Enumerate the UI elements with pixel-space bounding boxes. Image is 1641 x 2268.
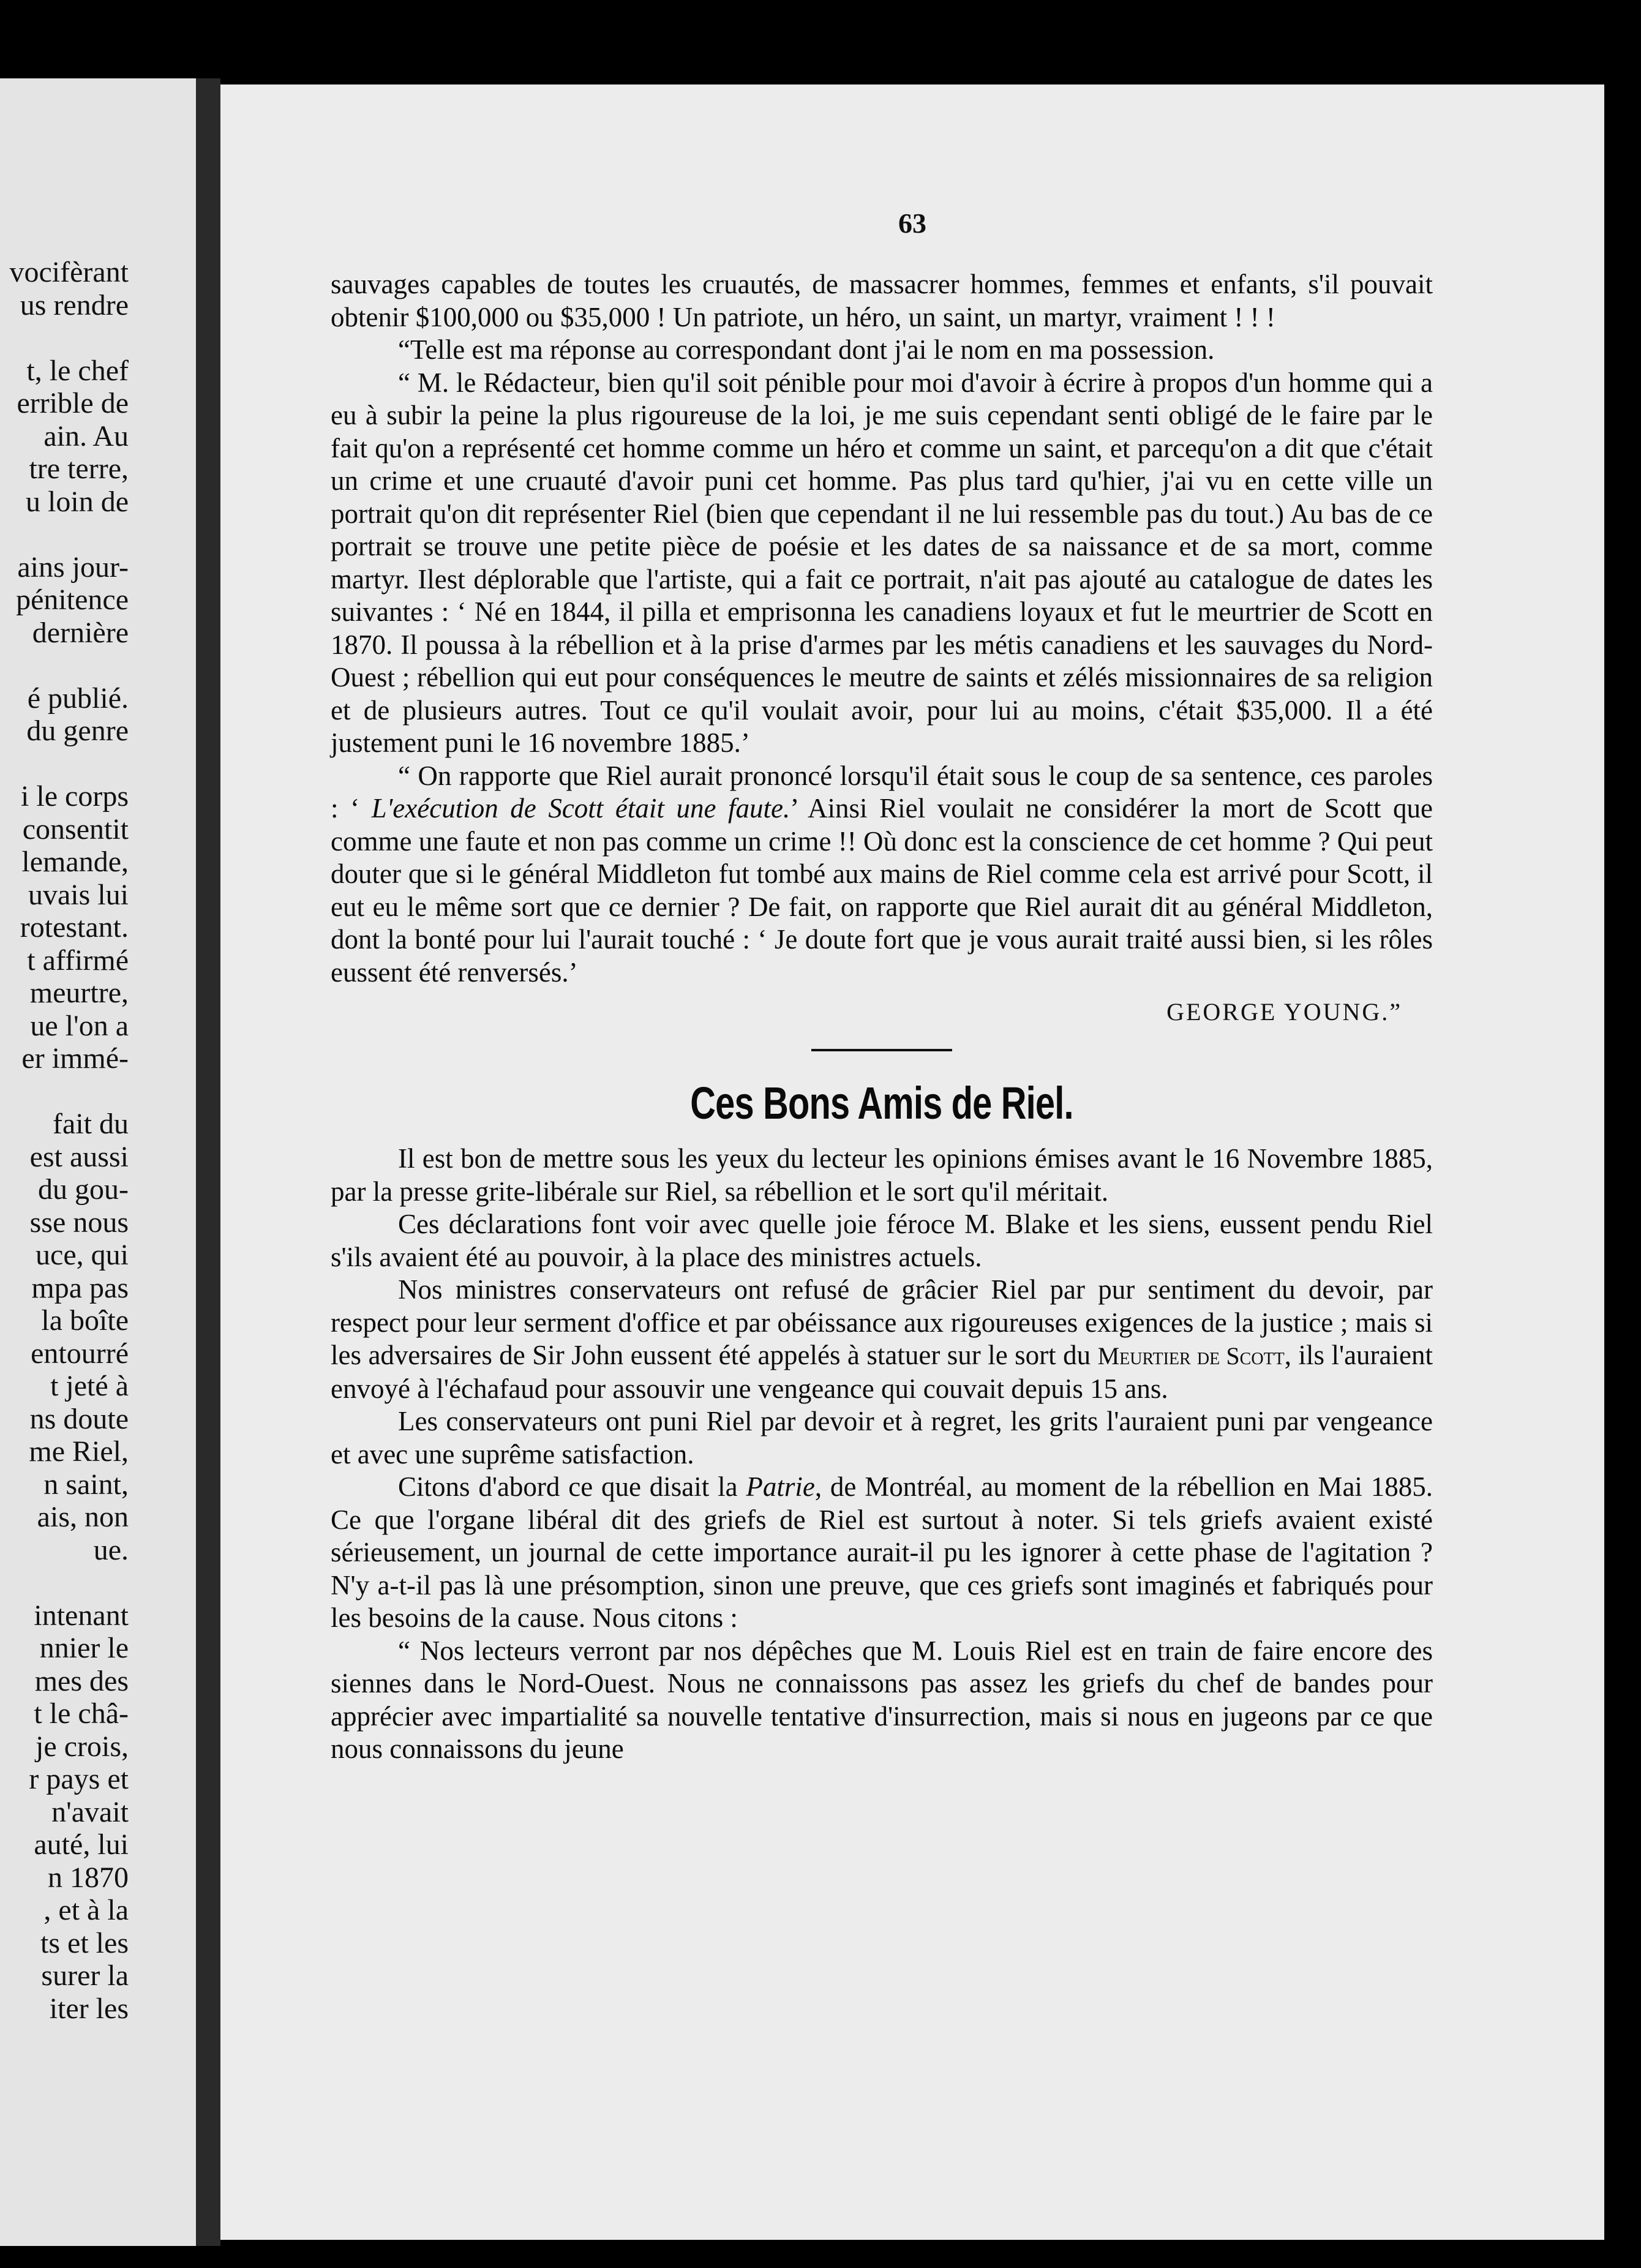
left-page-line: ain. Au [43, 419, 129, 452]
left-page-line: uvais lui [28, 878, 129, 911]
section-paragraph-6: “ Nos lecteurs verront par nos dépêches que M. Louis Riel est en train de faire encore des siennes dans le Nord-Ouest. Nous ne connaissons pas assez les griefs du chef de bandes pour apprécier avec impartialité sa nouvelle tentative d'insurrection, mais si nous en jugeons par ce que nous connaissons du jeune [331, 1635, 1433, 1764]
section-p5-italic: Patrie [746, 1471, 815, 1502]
left-page-line: je crois, [36, 1730, 129, 1763]
left-page-line: ue l'on a [30, 1009, 129, 1042]
section-p5-before: Citons d'abord ce que disait la [398, 1471, 746, 1502]
left-page-line: me Riel, [29, 1435, 129, 1468]
left-page-line: uce, qui [36, 1239, 129, 1271]
left-page-line: du gou- [38, 1173, 129, 1206]
left-page-line: i le corps [21, 780, 129, 813]
section-p5-after: , de Montréal, au moment de la rébellion en Mai 1885. Ce que l'organe libéral dit des griefs de Riel est surtout à noter. Si tels griefs avaient existé sérieusement, un journal de cette importance aurait-il pu les ignorer à cette phase de l'agitation ? N'y a-t-il pas là une présomption, sinon une preuve, que ces griefs sont imaginés et fabriqués pour les besoins de la cause. Nous citons : [331, 1471, 1433, 1633]
left-page-line: pénitence [16, 584, 129, 616]
left-page-line: t, le chef [26, 354, 129, 387]
left-page-line: r pays et [29, 1763, 129, 1795]
left-page-line: vocifèrant [9, 256, 129, 288]
left-page-line: mpa pas [31, 1271, 129, 1304]
left-page-line: consentit [22, 813, 129, 846]
left-page-line: est aussi [29, 1140, 129, 1173]
section-p3-smallcaps: Meurtier de Scott [1097, 1342, 1285, 1370]
signature: GEORGE YOUNG.” [1166, 998, 1402, 1026]
left-page-line: la boîte [41, 1304, 129, 1337]
left-page-line: ains jour- [17, 550, 129, 584]
left-page-line: er immé- [21, 1042, 129, 1075]
section-divider [811, 1049, 952, 1051]
letter-paragraph-1: sauvages capables de toutes les cruautés, de massacrer hommes, femmes et enfants, s'il pouvait obtenir $100,000 ou $35,000 ! Un patriote, un héro, un saint, un martyr, vraiment ! ! ! [331, 269, 1433, 332]
left-page-line: meurtre, [29, 977, 129, 1009]
page-number: 63 [898, 208, 926, 239]
book-gutter [196, 78, 220, 2246]
left-page-line: lemande, [21, 846, 129, 878]
left-page-line: u loin de [26, 485, 129, 518]
left-page-line: iter les [49, 1992, 129, 2025]
left-page-fragment [0, 78, 196, 2246]
section-paragraph-4: Les conservateurs ont puni Riel par devoir et à regret, les grits l'auraient puni par vengeance et avec une suprême satisfaction. [331, 1406, 1433, 1470]
left-page-line: dernière [32, 616, 129, 649]
letter-p4-after: ’ Ainsi Riel voulait ne considérer la mort de Scott que comme une faute et non pas comme un crime !! Où donc est la conscience de cet homme ? Qui peut douter que si le général Middleton fut tombé aux mains de Riel comme cela est arrivé pour Scott, il eut eu le même sort que ce dernier ? De fait, on rapporte que Riel aurait dit au général Middleton, dont la bonté pour lui l'aurait touché : ‘ Je doute fort que je vous aurait traité aussi bien, si les rôles eussent été renversés.’ [331, 793, 1433, 988]
left-page-line: t affirmé [27, 944, 129, 977]
left-page-line: t le châ- [34, 1697, 129, 1730]
left-page-line: ais, non [37, 1501, 129, 1533]
section-p3-after: , ils l'auraient envoyé à l'échafaud pour assouvir une vengeance qui couvait depuis 15 ans. [331, 1340, 1433, 1404]
left-page-line: errible de [17, 387, 129, 419]
left-page-line: fait du [53, 1108, 129, 1140]
letter-p4-quote: L'exécution de Scott était une faute. [371, 793, 790, 824]
section-paragraph-1: Il est bon de mettre sous les yeux du lecteur les opinions émises avant le 16 Novembre 1885, par la presse grite-libérale sur Riel, sa rébellion et le sort qu'il méritait. [331, 1143, 1433, 1207]
left-page-line: é publié. [27, 682, 129, 715]
section-paragraph-3 [331, 1274, 1433, 1405]
left-page-line: ue. [93, 1533, 129, 1566]
letter-paragraph-3: “ M. le Rédacteur, bien qu'il soit pénible pour moi d'avoir à écrire à propos d'un homme qui a eu à subir la peine la plus rigoureuse de la loi, je me suis cependant senti obligé de le faire par le fait qu'on a représenté cet homme comme un héro et comme un saint, et parcequ'on a dit que c'était un crime et une cruauté d'avoir puni cet homme. Pas plus tard qu'hier, j'ai vu en cette ville un portrait qu'on dit représenter Riel (bien que cependant il ne lui ressemble pas du tout.) Au bas de ce portrait se trouve une petite pièce de poésie et les dates de sa naissance et de sa mort, comme martyr. Ilest déplorable que l'artiste, qui a fait ce portrait, n'ait pas ajouté au catalogue de dates les suivantes : ‘ Né en 1844, il pilla et emprisonna les canadiens loyaux et fut le meurtrier de Scott en 1870. Il poussa à la rébellion et à la prise d'armes par les métis canadiens et les sauvages du Nord-Ouest ; rébellion qui eut pour conséquences le meutre de saints et zélés missionnaires de sa religion et de plusieurs autres. Tout ce qu'il voulait avoir, pour lui au moins, c'était $35,000. Il a été justement puni le 16 novembre 1885.’ [331, 367, 1433, 758]
section-p3-before: Nos ministres conservateurs ont refusé de grâcier Riel par pur sentiment du devoir, par respect pour leur serment d'office et par obéissance aux rigoureuses exigences de la justice ; mais si les adversaires de Sir John eussent été appelés à statuer sur le sort du [331, 1274, 1433, 1370]
section-heading: Ces Bons Amis de Riel. [690, 1078, 1073, 1128]
left-page-line: auté, lui [34, 1828, 129, 1861]
section-paragraph-2: Ces déclarations font voir avec quelle joie féroce M. Blake et les siens, eussent pendu Riel s'ils avaient été au pouvoir, à la place des ministres actuels. [331, 1209, 1433, 1272]
left-page-line: surer la [41, 1959, 129, 1992]
left-page-line: n saint, [43, 1468, 129, 1501]
section-paragraph-5 [331, 1471, 1433, 1635]
left-page-line: ns doute [29, 1402, 129, 1435]
left-page-line: entourré [31, 1337, 129, 1370]
left-page-line: rotestant. [20, 911, 129, 944]
left-page-line: ts et les [40, 1926, 129, 1959]
left-page-line: , et à la [43, 1894, 129, 1926]
left-page-line: mes des [34, 1664, 129, 1697]
left-page-line: n'avait [51, 1795, 129, 1828]
left-page-line: sse nous [29, 1206, 129, 1239]
left-page-line: tre terre, [29, 452, 129, 485]
left-page-line: intenant [34, 1599, 129, 1632]
page [220, 84, 1604, 2240]
left-page-line: us rendre [20, 288, 129, 321]
left-page-line: du genre [26, 715, 129, 747]
left-page-line: n 1870 [48, 1861, 129, 1894]
letter-block [331, 268, 1433, 1766]
left-page-line: t jeté à [50, 1370, 129, 1402]
letter-p4-before: “ On rapporte que Riel aurait prononcé lorsqu'il était sous le coup de sa sentence, ces paroles : ‘ [331, 760, 1433, 824]
letter-paragraph-2: “Telle est ma réponse au correspondant dont j'ai le nom en ma possession. [398, 334, 1215, 365]
left-page-line: nnier le [39, 1632, 129, 1664]
letter-paragraph-4 [331, 760, 1433, 989]
